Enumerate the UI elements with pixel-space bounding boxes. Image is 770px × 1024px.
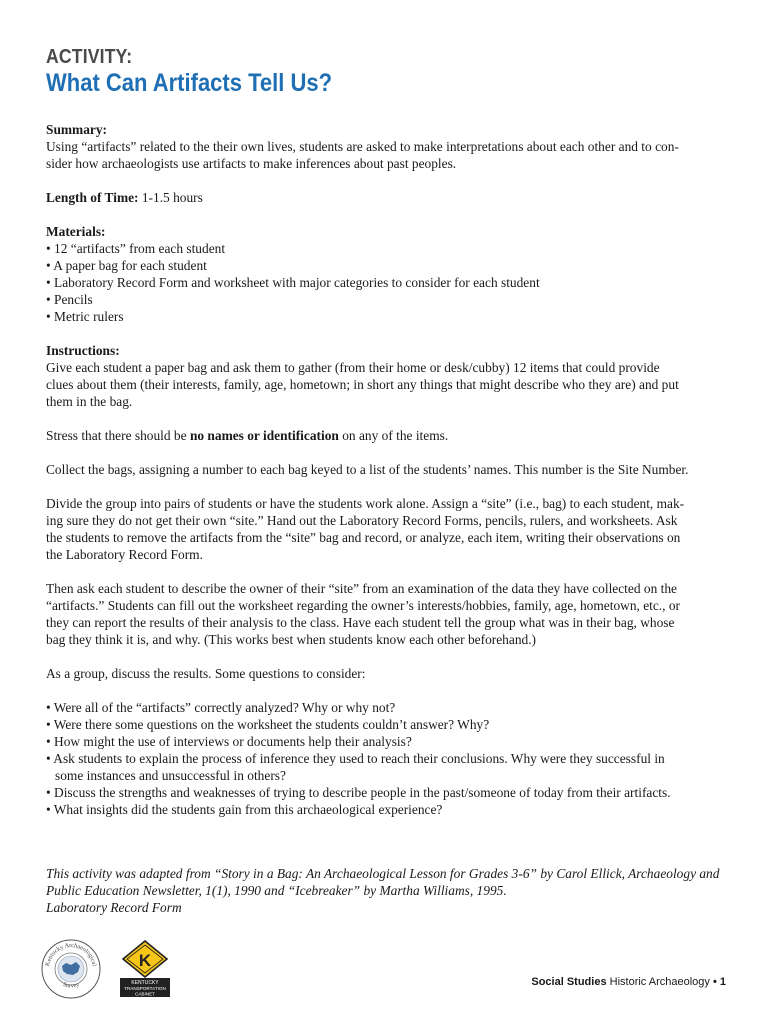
materials-item: • A paper bag for each student (46, 258, 207, 273)
divide-line: Divide the group into pairs of students or have the students work alone. Assign a “site” (i.e., bag) to each student, mak- (46, 496, 685, 511)
ktc-logo-letter: K (138, 951, 152, 970)
materials-item: • Metric rulers (46, 309, 124, 324)
stress-text-end: on any of the items. (338, 428, 449, 443)
question-item: • Were there some questions on the worksheet the students couldn’t answer? Why? (46, 717, 490, 732)
page-title: What Can Artifacts Tell Us? (46, 69, 333, 97)
instructions-line: clues about them (their interests, family, age, hometown; in short any things that might describe who they are) and put (46, 377, 679, 392)
instructions-line: Give each student a paper bag and ask them to gather (from their home or desk/cubby) 12 items that could provide (46, 360, 660, 375)
footer-subject: Social Studies (531, 976, 607, 988)
kentucky-transportation-cabinet-logo (118, 940, 172, 998)
describe-line: “artifacts.” Students can fill out the worksheet regarding the owner’s interests/hobbies, family, age, hometown, etc., or (46, 598, 681, 613)
describe-line: bag they think it is, and why. (This works best when students know each other beforehand.) (46, 632, 537, 647)
question-item: • Discuss the strengths and weaknesses of trying to describe people in the past/someone of today from their artifacts. (46, 785, 671, 800)
footer-page-number: • 1 (709, 976, 726, 988)
page-footer (531, 976, 726, 988)
length-value: 1-1.5 hours (138, 190, 203, 205)
activity-label: ACTIVITY: (46, 46, 133, 68)
summary-line: sider how archaeologists use artifacts to make inferences about past peoples. (46, 156, 457, 171)
discuss-paragraph: As a group, discuss the results. Some questions to consider: (46, 666, 366, 681)
kas-logo-bottom-text: Survey (61, 980, 81, 990)
materials-item: • 12 “artifacts” from each student (46, 241, 226, 256)
length-label: Length of Time: (46, 190, 139, 205)
divide-line: ing sure they do not get their own “site.” Hand out the Laboratory Record Forms, pencils, rulers, and worksheets. Ask (46, 513, 678, 528)
ktc-logo-line1: KENTUCKY (131, 980, 159, 986)
stress-bold: no names or identification (189, 428, 339, 443)
length-of-time (46, 189, 726, 206)
instructions-line: them in the bag. (46, 394, 133, 409)
credit-line: Public Education Newsletter, 1(1), 1990 and “Icebreaker” by Martha Williams, 1995. (46, 883, 507, 898)
credit-line: This activity was adapted from “Story in a Bag: An Archaeological Lesson for Grades 3-6” by Carol Ellick, Archaeology and (46, 866, 720, 881)
kas-logo-top-text: Kentucky Archaeological (44, 941, 98, 967)
divide-line: the Laboratory Record Form. (46, 547, 203, 562)
stress-text: Stress that there should be (46, 428, 190, 443)
credit-note (46, 865, 726, 916)
collect-paragraph: Collect the bags, assigning a number to each bag keyed to a list of the students’ names. This number is the Site Number. (46, 462, 689, 477)
summary-heading: Summary: (46, 122, 107, 137)
ktc-logo-line3: CABINET (135, 991, 155, 997)
describe-line: Then ask each student to describe the owner of their “site” from an examination of the data they have collected on the (46, 581, 677, 596)
footer-topic: Historic Archaeology (606, 976, 710, 988)
ktc-logo-line2: TRANSPORTATION (124, 986, 166, 991)
divide-line: the students to remove the artifacts from the “site” bag and record, or analyze, each item, writing their observations on (46, 530, 681, 545)
summary-line: Using “artifacts” related to the their own lives, students are asked to make interpretations about each other and to con- (46, 139, 679, 154)
question-item: • What insights did the students gain from this archaeological experience? (46, 802, 443, 817)
question-item: • Were all of the “artifacts” correctly analyzed? Why or why not? (46, 700, 396, 715)
materials-item: • Pencils (46, 292, 93, 307)
credit-line: Laboratory Record Form (46, 900, 182, 915)
question-item: • Ask students to explain the process of inference they used to reach their conclusions. Why were they successful in (46, 751, 665, 766)
question-item-continued: some instances and unsuccessful in others? (55, 768, 286, 783)
kentucky-archaeological-survey-logo (40, 938, 102, 1000)
instructions-heading: Instructions: (46, 343, 120, 358)
question-item: • How might the use of interviews or documents help their analysis? (46, 734, 412, 749)
materials-item: • Laboratory Record Form and worksheet with major categories to consider for each student (46, 275, 540, 290)
stress-paragraph (46, 427, 726, 444)
describe-line: they can report the results of their analysis to the class. Have each student tell the group what was in their bag, whose (46, 615, 675, 630)
materials-heading: Materials: (46, 224, 106, 239)
document-body (46, 121, 726, 818)
